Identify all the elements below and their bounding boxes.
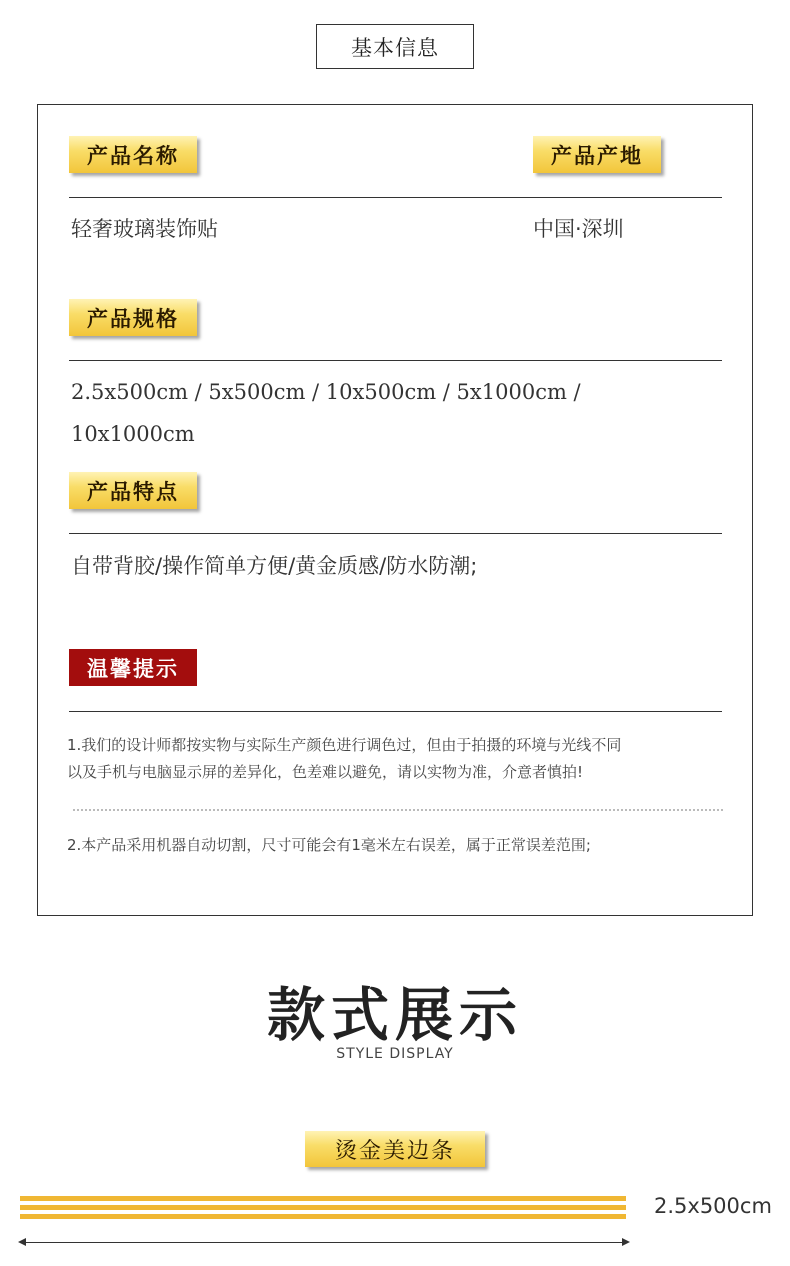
section-header-basic-info: 基本信息: [316, 24, 474, 69]
divider: [69, 533, 722, 534]
arrow-left-icon: [18, 1238, 26, 1246]
dotted-divider: [73, 809, 723, 811]
tips-label: 温馨提示: [69, 649, 197, 686]
product-name-label: 产品名称: [69, 136, 197, 173]
product-spec-value-line1: 2.5x500cm / 5x500cm / 10x500cm / 5x1000cm /: [71, 380, 581, 404]
arrow-right-icon: [622, 1238, 630, 1246]
divider: [69, 197, 722, 198]
gold-stripe: [20, 1196, 626, 1201]
product-origin-label: 产品产地: [533, 136, 661, 173]
product-feature-value: 自带背胶/操作简单方便/黄金质感/防水防潮;: [71, 554, 478, 578]
style-display-subtitle: STYLE DISPLAY: [336, 1046, 454, 1062]
style-item-size: 2.5x500cm: [654, 1194, 772, 1218]
product-feature-label: 产品特点: [69, 472, 197, 509]
gold-stripe: [20, 1205, 626, 1210]
divider: [69, 711, 722, 712]
basic-info-panel: [37, 104, 753, 916]
style-display-title: 款式展示: [266, 981, 523, 1049]
dimension-line: [22, 1242, 624, 1243]
style-item-label: 烫金美边条: [305, 1131, 485, 1167]
product-name-value: 轻奢玻璃装饰贴: [71, 217, 218, 241]
product-spec-value-line2: 10x1000cm: [71, 422, 195, 446]
gold-stripe: [20, 1214, 626, 1219]
tip-note-1-line-2: 以及手机与电脑显示屏的差异化，色差难以避免，请以实物为准，介意者慎拍!: [67, 763, 584, 781]
divider: [69, 360, 722, 361]
tip-note-2: 2.本产品采用机器自动切割，尺寸可能会有1毫米左右误差，属于正常误差范围;: [67, 836, 591, 854]
tip-note-1-line-1: 1.我们的设计师都按实物与实际生产颜色进行调色过，但由于拍摄的环境与光线不同: [67, 736, 622, 754]
product-origin-value: 中国·深圳: [533, 217, 624, 241]
product-spec-label: 产品规格: [69, 299, 197, 336]
